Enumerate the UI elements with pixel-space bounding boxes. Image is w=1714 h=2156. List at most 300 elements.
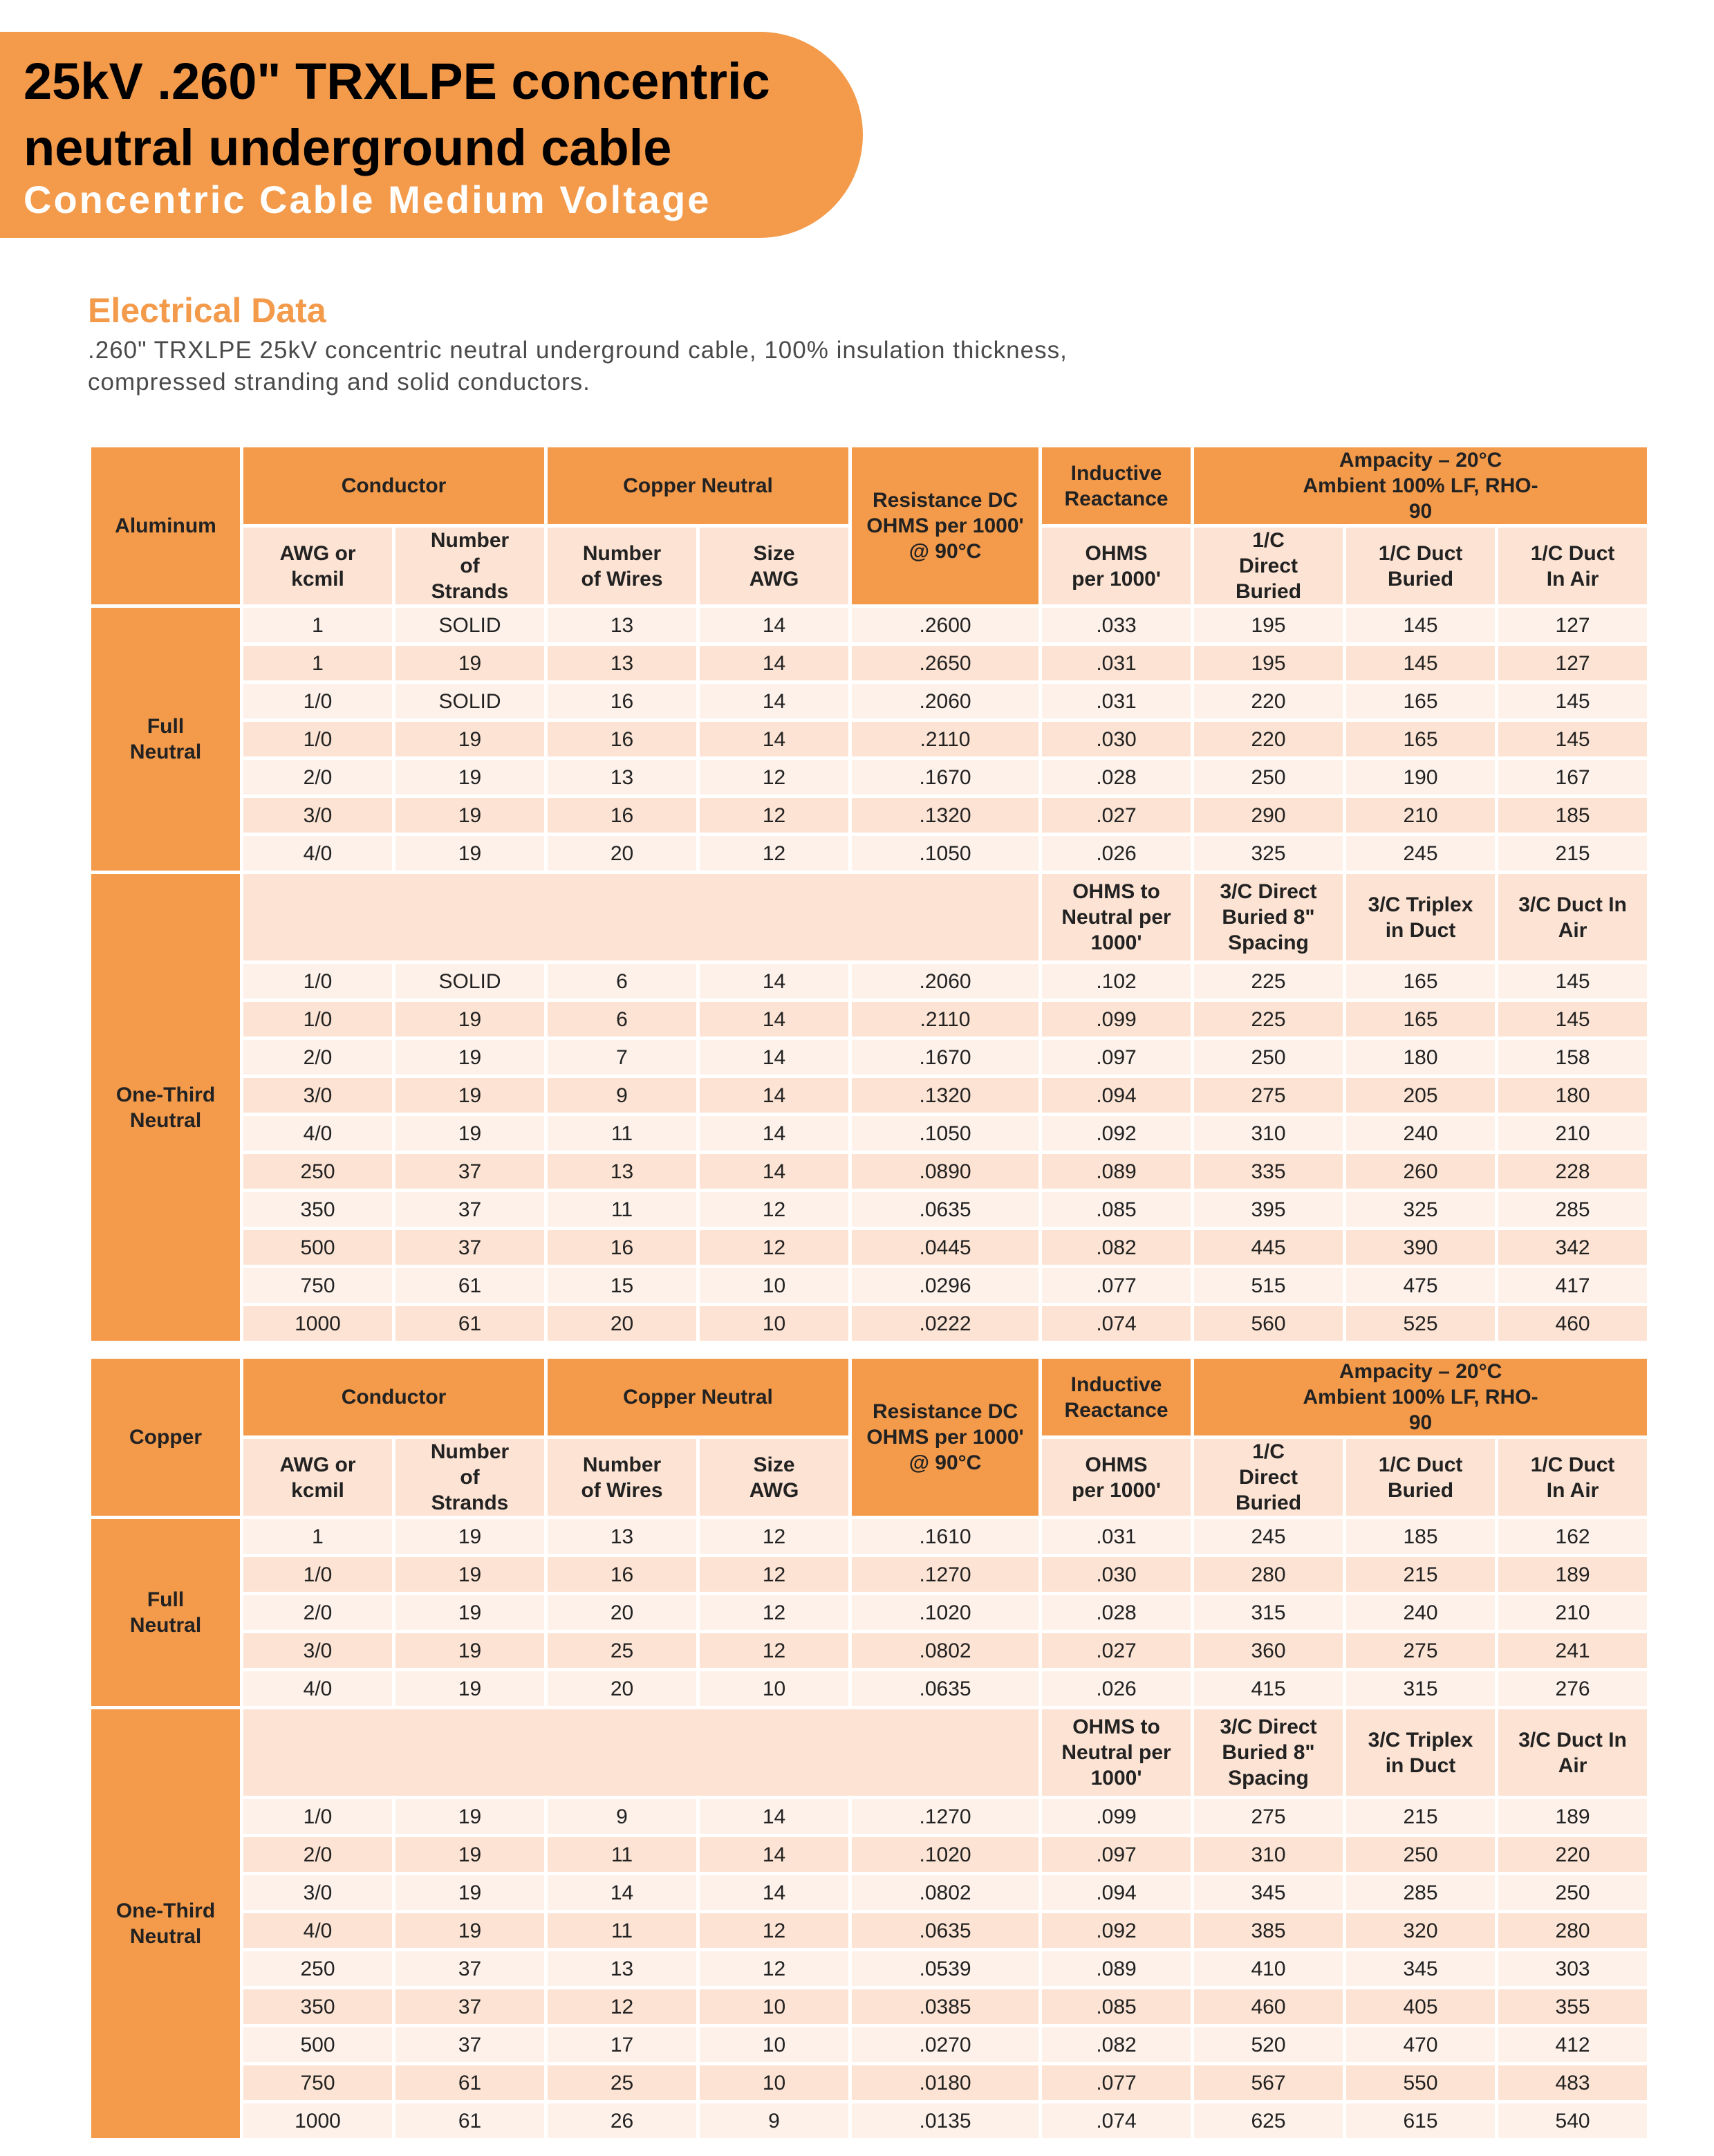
table-cell: 12	[700, 1557, 848, 1592]
table-row	[91, 1799, 1647, 1834]
table-row	[91, 1875, 1647, 1910]
table-cell: 567	[1194, 2065, 1343, 2100]
table-cell: SOLID	[395, 964, 544, 998]
table-row	[91, 1078, 1647, 1113]
column-header-wires: Number of Wires	[548, 528, 696, 604]
table-cell: 14	[700, 1837, 848, 1872]
table-row	[91, 798, 1647, 833]
column-group-inductive-reactance: Inductive Reactance	[1042, 447, 1191, 524]
table-cell: 14	[700, 1116, 848, 1151]
column-group-copper-neutral: Copper Neutral	[548, 1359, 848, 1435]
table-cell: .027	[1042, 1633, 1191, 1668]
table-row	[91, 964, 1647, 998]
table-cell: 165	[1346, 964, 1495, 998]
table-cell: 417	[1498, 1268, 1647, 1303]
table-cell: 19	[395, 1799, 544, 1834]
group-label-one-third-neutral: One-Third Neutral	[91, 874, 240, 1341]
table-cell: 350	[243, 1192, 392, 1227]
table-cell: 310	[1194, 1837, 1343, 1872]
table-cell: .085	[1042, 1192, 1191, 1227]
table-cell: 13	[548, 1154, 696, 1189]
table-cell: 250	[243, 1951, 392, 1986]
table-cell: 61	[395, 2065, 544, 2100]
table-cell: 162	[1498, 1519, 1647, 1554]
table-row	[91, 1595, 1647, 1630]
electrical-data-table-aluminum	[88, 444, 1650, 1344]
table-cell: .2060	[852, 684, 1038, 718]
table-cell: 20	[548, 1306, 696, 1341]
table-cell: 10	[700, 2027, 848, 2062]
table-cell: 1/0	[243, 1799, 392, 1834]
table-cell: .097	[1042, 1040, 1191, 1075]
table-cell: .089	[1042, 1951, 1191, 1986]
table-cell: .0802	[852, 1633, 1038, 1668]
table-cell: 14	[700, 684, 848, 718]
table-cell: .0890	[852, 1154, 1038, 1189]
table-cell: .082	[1042, 1230, 1191, 1265]
table-cell: 335	[1194, 1154, 1343, 1189]
table-cell: 215	[1346, 1557, 1495, 1592]
table-cell: 145	[1498, 684, 1647, 718]
table-cell: 20	[548, 836, 696, 871]
table-row	[91, 1306, 1647, 1341]
table-cell: 14	[700, 722, 848, 756]
table-cell: 475	[1346, 1268, 1495, 1303]
table-cell: 11	[548, 1913, 696, 1948]
table-cell: .094	[1042, 1078, 1191, 1113]
table-row	[91, 760, 1647, 794]
table-cell: 225	[1194, 964, 1343, 998]
table-cell: 210	[1498, 1116, 1647, 1151]
table-cell: 10	[700, 1268, 848, 1303]
table-cell: 189	[1498, 1799, 1647, 1834]
table-cell: .0635	[852, 1913, 1038, 1948]
column-header-size-awg: Size AWG	[700, 528, 848, 604]
table-cell: 19	[395, 722, 544, 756]
table-cell: 19	[395, 836, 544, 871]
table-cell: 10	[700, 2065, 848, 2100]
table-cell: 14	[700, 1799, 848, 1834]
table-cell: 280	[1194, 1557, 1343, 1592]
table-cell: .099	[1042, 1799, 1191, 1834]
column-header-duct-in-air: 1/C Duct In Air	[1498, 528, 1647, 604]
table-cell: .0385	[852, 1989, 1038, 2024]
table-cell: 127	[1498, 608, 1647, 642]
table-cell: 145	[1346, 646, 1495, 680]
table-cell: 19	[395, 1557, 544, 1592]
table-row	[91, 1913, 1647, 1948]
table-cell: 165	[1346, 684, 1495, 718]
table-cell: 10	[700, 1306, 848, 1341]
table-cell: .1670	[852, 760, 1038, 794]
table-cell: 325	[1346, 1192, 1495, 1227]
table-cell: 14	[700, 1154, 848, 1189]
table-cell: .082	[1042, 2027, 1191, 2062]
table-row	[91, 1040, 1647, 1075]
table-cell: 290	[1194, 798, 1343, 833]
table-cell: 14	[700, 1002, 848, 1037]
table-row	[91, 1837, 1647, 1872]
table-cell: 37	[395, 1192, 544, 1227]
table-cell: 280	[1498, 1913, 1647, 1948]
table-cell: 275	[1194, 1078, 1343, 1113]
table-cell: 145	[1498, 964, 1647, 998]
table-cell: 250	[243, 1154, 392, 1189]
table-cell: 210	[1346, 798, 1495, 833]
table-cell: 61	[395, 1268, 544, 1303]
table-cell: 750	[243, 1268, 392, 1303]
table-cell: 4/0	[243, 1913, 392, 1948]
table-cell: 167	[1498, 760, 1647, 794]
column-header-strands: Number of Strands	[395, 528, 544, 604]
table-cell: 127	[1498, 646, 1647, 680]
table-cell: 9	[548, 1078, 696, 1113]
table-cell: SOLID	[395, 684, 544, 718]
table-row	[91, 2027, 1647, 2062]
table-cell: 3/0	[243, 798, 392, 833]
table-cell: .028	[1042, 1595, 1191, 1630]
table-cell: 16	[548, 684, 696, 718]
table-row	[91, 684, 1647, 718]
table-cell: 25	[548, 1633, 696, 1668]
table-cell: 37	[395, 1154, 544, 1189]
table-cell: 1	[243, 608, 392, 642]
column-header-direct-buried: 1/C Direct Buried	[1194, 528, 1343, 604]
table-cell: 14	[700, 1040, 848, 1075]
table-cell: .092	[1042, 1913, 1191, 1948]
table-cell: .099	[1042, 1002, 1191, 1037]
table-cell: 285	[1346, 1875, 1495, 1910]
table-cell: .0802	[852, 1875, 1038, 1910]
table-cell: 14	[700, 1875, 848, 1910]
table-cell: 19	[395, 1040, 544, 1075]
table-cell: 500	[243, 2027, 392, 2062]
column-header-ohms-per: OHMS per 1000'	[1042, 1439, 1191, 1516]
column-group-conductor: Conductor	[243, 447, 544, 524]
table-row	[91, 1633, 1647, 1668]
table-cell: 185	[1498, 798, 1647, 833]
table-cell: .0222	[852, 1306, 1038, 1341]
table-cell: 14	[700, 646, 848, 680]
table-cell: 165	[1346, 722, 1495, 756]
table-cell: 4/0	[243, 836, 392, 871]
table-row	[91, 722, 1647, 756]
table-cell: 540	[1498, 2103, 1647, 2138]
column-header-strands: Number of Strands	[395, 1439, 544, 1516]
table-cell: 615	[1346, 2103, 1495, 2138]
table-cell: .1320	[852, 798, 1038, 833]
table-cell: 16	[548, 1557, 696, 1592]
table-cell: 19	[395, 760, 544, 794]
column-header-duct-buried: 1/C Duct Buried	[1346, 1439, 1495, 1516]
table-row	[91, 1192, 1647, 1227]
table-cell: 350	[243, 1989, 392, 2024]
table-cell: 228	[1498, 1154, 1647, 1189]
table-cell: .031	[1042, 646, 1191, 680]
table-cell: 2/0	[243, 760, 392, 794]
table-cell: 19	[395, 1595, 544, 1630]
table-row	[91, 836, 1647, 871]
section-description: .260" TRXLPE 25kV concentric neutral underground cable, 100% insulation thickness, compressed stranding and solid conductors.	[88, 337, 1068, 396]
table-cell: 415	[1194, 1671, 1343, 1706]
column-group-ampacity: Ampacity – 20°C Ambient 100% LF, RHO-90	[1194, 1359, 1647, 1435]
table-cell: 180	[1346, 1040, 1495, 1075]
material-label: Aluminum	[91, 447, 240, 604]
column-header-size-awg: Size AWG	[700, 1439, 848, 1516]
table-cell: 412	[1498, 2027, 1647, 2062]
table-cell: 205	[1346, 1078, 1495, 1113]
table-cell: 11	[548, 1116, 696, 1151]
table-cell: 405	[1346, 1989, 1495, 2024]
table-cell: 14	[700, 964, 848, 998]
table-cell: 385	[1194, 1913, 1343, 1948]
page-title-line-1: 25kV .260" TRXLPE concentric	[24, 53, 770, 110]
table-cell: 10	[700, 1671, 848, 1706]
table-cell: 19	[395, 646, 544, 680]
table-row	[91, 1116, 1647, 1151]
table-cell: .085	[1042, 1989, 1191, 2024]
table-cell: 6	[548, 964, 696, 998]
column-header-3c-direct-buried: 3/C Direct Buried 8" Spacing	[1194, 874, 1343, 960]
table-cell: .0135	[852, 2103, 1038, 2138]
table-cell: .1670	[852, 1040, 1038, 1075]
table-cell: 250	[1194, 760, 1343, 794]
table-cell: 315	[1346, 1671, 1495, 1706]
table-cell: 12	[700, 1595, 848, 1630]
table-cell: 16	[548, 798, 696, 833]
table-cell: .0635	[852, 1192, 1038, 1227]
table-cell: .031	[1042, 684, 1191, 718]
table-cell: .1020	[852, 1595, 1038, 1630]
header-row	[91, 447, 1647, 524]
table-cell: .0270	[852, 2027, 1038, 2062]
table-cell: 241	[1498, 1633, 1647, 1668]
table-cell: 12	[700, 1519, 848, 1554]
table-cell: 12	[700, 836, 848, 871]
table-cell: 6	[548, 1002, 696, 1037]
table-cell: 19	[395, 1078, 544, 1113]
table-cell: 61	[395, 2103, 544, 2138]
column-header-awg: AWG or kcmil	[243, 1439, 392, 1516]
table-cell: 483	[1498, 2065, 1647, 2100]
table-cell: 1/0	[243, 1002, 392, 1037]
table-cell: 320	[1346, 1913, 1495, 1948]
table-cell: 3/0	[243, 1078, 392, 1113]
table-cell: .077	[1042, 1268, 1191, 1303]
table-cell: 20	[548, 1595, 696, 1630]
table-cell: 520	[1194, 2027, 1343, 2062]
column-header-duct-in-air: 1/C Duct In Air	[1498, 1439, 1647, 1516]
table-cell: .031	[1042, 1519, 1191, 1554]
table-cell: 345	[1346, 1951, 1495, 1986]
table-cell: 17	[548, 2027, 696, 2062]
table-cell: .077	[1042, 2065, 1191, 2100]
table-cell: 13	[548, 760, 696, 794]
one-third-subheader-row	[91, 874, 1647, 960]
table-cell: 1000	[243, 2103, 392, 2138]
table-cell: 145	[1346, 608, 1495, 642]
table-cell: .1050	[852, 836, 1038, 871]
table-cell: 210	[1498, 1595, 1647, 1630]
table-cell: 500	[243, 1230, 392, 1265]
group-label-full-neutral: Full Neutral	[91, 608, 240, 871]
column-header-awg: AWG or kcmil	[243, 528, 392, 604]
table-cell: 250	[1498, 1875, 1647, 1910]
table-cell: 13	[548, 1519, 696, 1554]
column-group-inductive-reactance: Inductive Reactance	[1042, 1359, 1191, 1435]
table-cell: 19	[395, 1875, 544, 1910]
group-label-one-third-neutral: One-Third Neutral	[91, 1709, 240, 2138]
table-cell: 19	[395, 1519, 544, 1554]
table-cell: 225	[1194, 1002, 1343, 1037]
table-cell: 2/0	[243, 1837, 392, 1872]
table-cell: 11	[548, 1192, 696, 1227]
table-cell: 1	[243, 646, 392, 680]
table-cell: 13	[548, 608, 696, 642]
table-cell: SOLID	[395, 608, 544, 642]
table-cell: 19	[395, 1913, 544, 1948]
column-group-conductor: Conductor	[243, 1359, 544, 1435]
table-cell: 165	[1346, 1002, 1495, 1037]
table-cell: .0445	[852, 1230, 1038, 1265]
table-cell: .089	[1042, 1154, 1191, 1189]
table-cell: .092	[1042, 1116, 1191, 1151]
table-cell: 13	[548, 1951, 696, 1986]
table-cell: 61	[395, 1306, 544, 1341]
page-subtitle: Concentric Cable Medium Voltage	[24, 178, 711, 221]
table-cell: 20	[548, 1671, 696, 1706]
table-cell: .1270	[852, 1557, 1038, 1592]
table-cell: .1320	[852, 1078, 1038, 1113]
table-cell: .028	[1042, 760, 1191, 794]
table-cell: 1/0	[243, 1557, 392, 1592]
table-row	[91, 2103, 1647, 2138]
table-cell: 525	[1346, 1306, 1495, 1341]
table-cell: 16	[548, 1230, 696, 1265]
table-cell: 240	[1346, 1116, 1495, 1151]
group-label-full-neutral: Full Neutral	[91, 1519, 240, 1706]
table-cell: 3/0	[243, 1875, 392, 1910]
table-cell: 7	[548, 1040, 696, 1075]
table-cell: 245	[1194, 1519, 1343, 1554]
table-cell: 460	[1498, 1306, 1647, 1341]
table-cell: 560	[1194, 1306, 1343, 1341]
table-cell: 310	[1194, 1116, 1343, 1151]
table-cell: 14	[700, 608, 848, 642]
table-cell: 550	[1346, 2065, 1495, 2100]
table-cell: 195	[1194, 646, 1343, 680]
table-row	[91, 1268, 1647, 1303]
table-cell: 180	[1498, 1078, 1647, 1113]
table-row	[91, 1951, 1647, 1986]
table-cell: 245	[1346, 836, 1495, 871]
table-cell: .0180	[852, 2065, 1038, 2100]
table-cell: 275	[1194, 1799, 1343, 1834]
table-cell: 355	[1498, 1989, 1647, 2024]
table-cell: 275	[1346, 1633, 1495, 1668]
table-cell: 145	[1498, 1002, 1647, 1037]
table-cell: 470	[1346, 2027, 1495, 2062]
table-row	[91, 1154, 1647, 1189]
table-cell: 12	[548, 1989, 696, 2024]
table-cell: 9	[700, 2103, 848, 2138]
one-third-subheader-row	[91, 1709, 1647, 1796]
table-cell: .026	[1042, 1671, 1191, 1706]
table-cell: 14	[548, 1875, 696, 1910]
table-cell: 395	[1194, 1192, 1343, 1227]
table-cell: 12	[700, 1913, 848, 1948]
table-cell: 19	[395, 1633, 544, 1668]
table-cell: 9	[548, 1799, 696, 1834]
table-cell: 37	[395, 2027, 544, 2062]
table-cell: .1020	[852, 1837, 1038, 1872]
table-cell: 1000	[243, 1306, 392, 1341]
table-cell: .026	[1042, 836, 1191, 871]
table-cell: 4/0	[243, 1116, 392, 1151]
table-cell: 37	[395, 1989, 544, 2024]
table-row	[91, 1230, 1647, 1265]
subheader-blank	[243, 874, 1038, 960]
table-cell: 1/0	[243, 684, 392, 718]
table-cell: 220	[1194, 684, 1343, 718]
table-cell: 220	[1194, 722, 1343, 756]
material-label: Copper	[91, 1359, 240, 1516]
column-header-3c-triplex-duct: 3/C Triplex in Duct	[1346, 874, 1495, 960]
table-cell: 515	[1194, 1268, 1343, 1303]
table-cell: 26	[548, 2103, 696, 2138]
table-cell: .2110	[852, 1002, 1038, 1037]
table-cell: .074	[1042, 2103, 1191, 2138]
column-header-resistance: Resistance DC OHMS per 1000' @ 90°C	[852, 447, 1038, 604]
table-cell: .030	[1042, 1557, 1191, 1592]
table-cell: .0539	[852, 1951, 1038, 1986]
table-cell: 12	[700, 1633, 848, 1668]
column-header-3c-triplex-duct: 3/C Triplex in Duct	[1346, 1709, 1495, 1796]
table-cell: 13	[548, 646, 696, 680]
column-group-ampacity: Ampacity – 20°C Ambient 100% LF, RHO-90	[1194, 447, 1647, 524]
table-cell: 37	[395, 1230, 544, 1265]
table-cell: .2060	[852, 964, 1038, 998]
table-row	[91, 608, 1647, 642]
table-cell: 285	[1498, 1192, 1647, 1227]
table-cell: 15	[548, 1268, 696, 1303]
column-header-duct-buried: 1/C Duct Buried	[1346, 528, 1495, 604]
column-header-ohms-per: OHMS per 1000'	[1042, 528, 1191, 604]
table-cell: 19	[395, 798, 544, 833]
table-cell: 12	[700, 798, 848, 833]
table-cell: 215	[1498, 836, 1647, 871]
table-cell: 10	[700, 1989, 848, 2024]
table-cell: 19	[395, 1116, 544, 1151]
table-row	[91, 1557, 1647, 1592]
table-cell: 276	[1498, 1671, 1647, 1706]
table-cell: 625	[1194, 2103, 1343, 2138]
table-cell: .030	[1042, 722, 1191, 756]
column-header-resistance: Resistance DC OHMS per 1000' @ 90°C	[852, 1359, 1038, 1516]
table-cell: 19	[395, 1837, 544, 1872]
table-cell: .0296	[852, 1268, 1038, 1303]
table-cell: 25	[548, 2065, 696, 2100]
table-cell: 189	[1498, 1557, 1647, 1592]
table-cell: .1050	[852, 1116, 1038, 1151]
table-cell: 1/0	[243, 964, 392, 998]
table-cell: 345	[1194, 1875, 1343, 1910]
table-cell: 342	[1498, 1230, 1647, 1265]
table-cell: 158	[1498, 1040, 1647, 1075]
table-cell: 185	[1346, 1519, 1495, 1554]
table-cell: 390	[1346, 1230, 1495, 1265]
table-cell: 145	[1498, 722, 1647, 756]
